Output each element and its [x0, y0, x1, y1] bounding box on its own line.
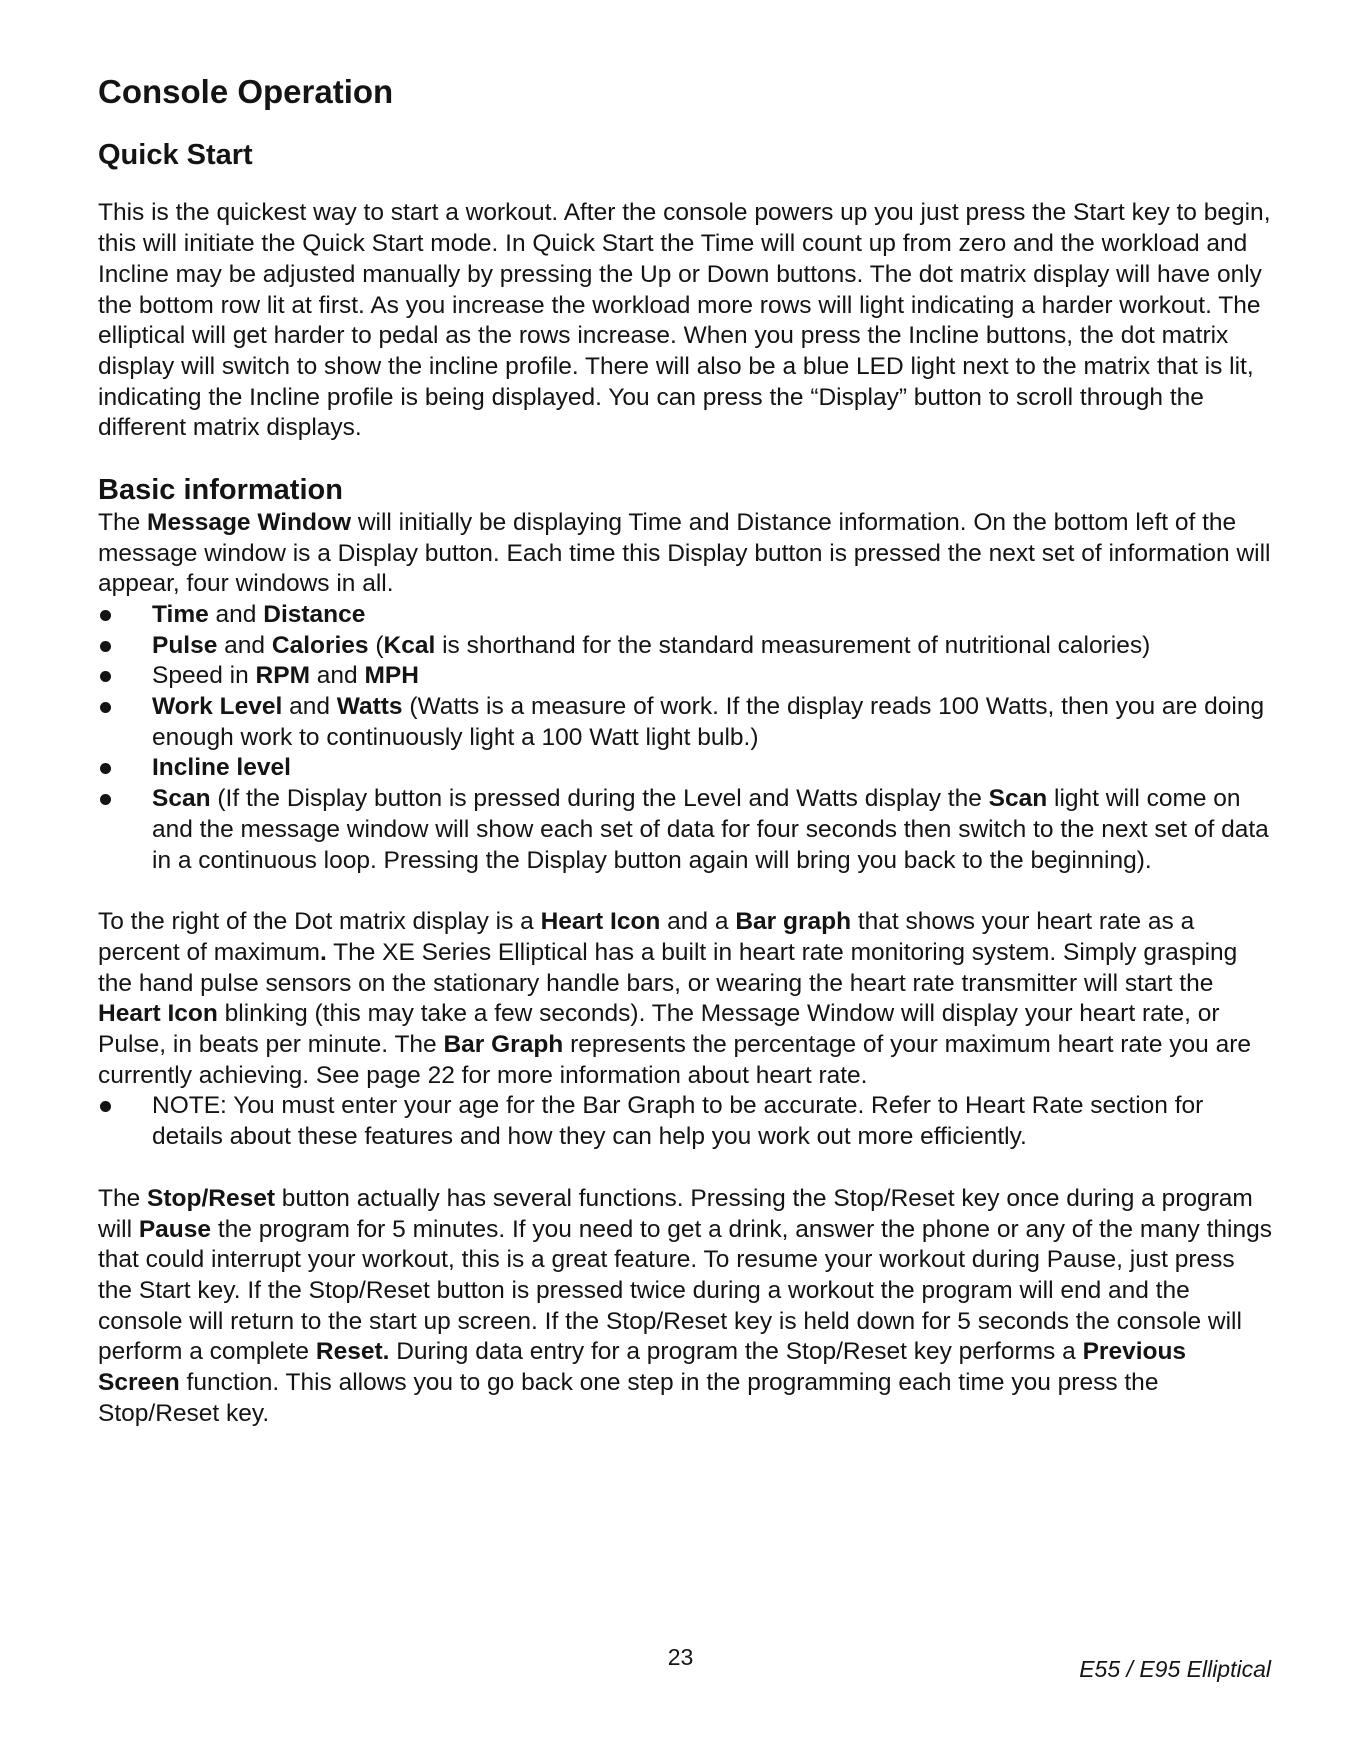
- bullet-icon: [100, 702, 111, 713]
- bullet-icon: [100, 794, 111, 805]
- quick-start-paragraph: This is the quickest way to start a workout. After the console powers up you just press the Start key to begin, this will initiate the Quick Start mode. In Quick Start the Time will count up from zero and the workload and Incline may be adjusted manually by pressing the Up or Down buttons. The dot matrix display will have only the bottom row lit at first. As you increase the workload more rows will light indicating a harder workout. The elliptical will get harder to pedal as the rows increase. When you press the Incline buttons, the dot matrix display will switch to show the incline profile. There will also be a blue LED light next to the matrix that is lit, indicating the Incline profile is being displayed. You can press the “Display” button to scroll through the different matrix displays.: [98, 199, 1271, 442]
- list-item: Scan (If the Display button is pressed during the Level and Watts display the Scan light will come on and the message window will show each set of data for four seconds then switch to the next set of data in a continuous loop. Pressing the Display button again will bring you back to the beginning).: [98, 784, 1273, 876]
- page-number: 23: [667, 1644, 694, 1670]
- bullet-icon: [100, 671, 111, 682]
- quick-start-heading: Quick Start: [98, 138, 253, 171]
- list-item: Pulse and Calories (Kcal is shorthand for the standard measurement of nutritional calories): [98, 631, 1273, 662]
- display-windows-list: [98, 600, 1273, 876]
- stop-reset-paragraph: The Stop/Reset button actually has several functions. Pressing the Stop/Reset key once during a program will Pause the program for 5 minutes. If you need to get a drink, answer the phone or any of the many things that could interrupt your workout, this is a great feature. To resume your workout during Pause, just press the Start key. If the Stop/Reset button is pressed twice during a workout the program will end and the console will return to the start up screen. If the Stop/Reset key is held down for 5 seconds the console will perform a complete Reset. During data entry for a program the Stop/Reset key performs a Previous Screen function. This allows you to go back one step in the programming each time you press the Stop/Reset key.: [98, 1184, 1272, 1427]
- list-item: Incline level: [98, 753, 1273, 784]
- list-item: Speed in RPM and MPH: [98, 661, 1273, 692]
- bullet-icon: [100, 610, 111, 621]
- list-item: NOTE: You must enter your age for the Bar Graph to be accurate. Refer to Heart Rate section for details about these features and how they can help you work out more efficiently.: [98, 1091, 1273, 1152]
- list-item: Work Level and Watts (Watts is a measure of work. If the display reads 100 Watts, then you are doing enough work to continuously light a 100 Watt light bulb.): [98, 692, 1273, 753]
- list-item: Time and Distance: [98, 600, 1273, 631]
- bullet-icon: [100, 763, 111, 774]
- bullet-icon: [100, 641, 111, 652]
- page-title: Console Operation: [98, 73, 394, 110]
- bullet-icon: [100, 1101, 111, 1112]
- basic-information-heading: Basic information: [98, 474, 343, 507]
- page-content: [98, 62, 1273, 1430]
- note-list: [98, 1091, 1273, 1152]
- heart-rate-paragraph: To the right of the Dot matrix display is a Heart Icon and a Bar graph that shows your heart rate as a percent of maximum. The XE Series Elliptical has a built in heart rate monitoring system. Simply grasping the hand pulse sensors on the stationary handle bars, or wearing the heart rate transmitter will start the Heart Icon blinking (this may take a few seconds). The Message Window will display your heart rate, or Pulse, in beats per minute. The Bar Graph represents the percentage of your maximum heart rate you are currently achieving. See page 22 for more information about heart rate.: [98, 908, 1251, 1089]
- footer-model-name: E55 / E95 Elliptical: [1079, 1656, 1271, 1682]
- basic-intro-paragraph: The Message Window will initially be displaying Time and Distance information. On the bottom left of the message window is a Display button. Each time this Display button is pressed the next set of information will appear, four windows in all.: [98, 508, 1271, 598]
